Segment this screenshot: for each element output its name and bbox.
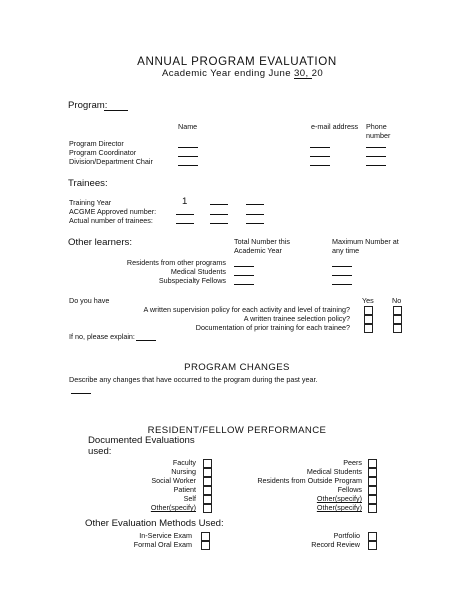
acgme-approved-label: ACGME Approved number: <box>69 207 157 216</box>
prior-training-question: Documentation of prior training for each trainee? <box>195 323 350 332</box>
selection-policy-question: A written trainee selection policy? <box>243 314 350 323</box>
prior-training-no-checkbox[interactable] <box>393 324 402 333</box>
director-name-blank[interactable] <box>178 147 198 148</box>
director-phone-blank[interactable] <box>366 147 386 148</box>
students-max-blank[interactable] <box>332 275 352 276</box>
eval-outside-residents-checkbox[interactable] <box>368 477 377 486</box>
documented-evaluations-label: Documented Evaluations <box>88 435 195 446</box>
eval-outside-residents-label: Residents from Outside Program <box>257 476 362 485</box>
explain-blank[interactable] <box>136 340 156 341</box>
method-portfolio-checkbox[interactable] <box>368 532 377 541</box>
col-no: No <box>392 296 402 305</box>
actual-blank-1[interactable] <box>176 223 194 224</box>
eval-patient-label: Patient <box>173 485 196 494</box>
acgme-blank-3[interactable] <box>246 214 264 215</box>
other-learners-label: Other learners: <box>68 237 132 248</box>
eval-other-specify-right-2-label: Other(specify) <box>316 503 362 512</box>
performance-heading: RESIDENT/FELLOW PERFORMANCE <box>147 425 327 436</box>
program-name-blank[interactable] <box>104 110 128 111</box>
director-email-blank[interactable] <box>310 147 330 148</box>
eval-nursing-checkbox[interactable] <box>203 468 212 477</box>
eval-self-checkbox[interactable] <box>203 495 212 504</box>
col-total-2: Academic Year <box>234 246 282 255</box>
eval-patient-checkbox[interactable] <box>203 486 212 495</box>
program-label: Program: <box>68 100 108 111</box>
eval-medical-students-label: Medical Students <box>306 467 362 476</box>
medical-students-label: Medical Students <box>170 267 226 276</box>
method-portfolio-label: Portfolio <box>333 531 360 540</box>
method-in-service-exam-label: In-Service Exam <box>139 531 192 540</box>
eval-other-right-1-checkbox[interactable] <box>368 495 377 504</box>
documented-evaluations-used-label: used: <box>88 446 112 457</box>
actual-blank-3[interactable] <box>246 223 264 224</box>
eval-other-specify-right-1-label: Other(specify) <box>316 494 362 503</box>
selection-no-checkbox[interactable] <box>393 315 402 324</box>
col-email: e-mail address <box>311 122 359 131</box>
selection-yes-checkbox[interactable] <box>364 315 373 324</box>
actual-trainees-label: Actual number of trainees: <box>69 216 153 225</box>
residents-total-blank[interactable] <box>234 266 254 267</box>
col-max-2: any time <box>332 246 360 255</box>
method-record-review-label: Record Review <box>311 540 360 549</box>
method-record-review-checkbox[interactable] <box>368 541 377 550</box>
other-methods-label: Other Evaluation Methods Used: <box>85 518 224 529</box>
col-total: Total Number this <box>234 237 290 246</box>
residents-max-blank[interactable] <box>332 266 352 267</box>
method-oral-exam-checkbox[interactable] <box>201 541 210 550</box>
program-changes-heading: PROGRAM CHANGES <box>184 362 290 373</box>
page-title: ANNUAL PROGRAM EVALUATION <box>137 55 337 68</box>
col-phone-2: number <box>366 131 391 140</box>
training-year-blank-2[interactable] <box>210 204 228 205</box>
page-subtitle: Academic Year ending June 30, 20 <box>162 68 324 79</box>
col-phone: Phone <box>366 122 387 131</box>
subspecialty-fellows-label: Subspecialty Fellows <box>158 276 226 285</box>
acgme-blank-1[interactable] <box>176 214 194 215</box>
eval-other-left-checkbox[interactable] <box>203 504 212 513</box>
fellows-total-blank[interactable] <box>234 284 254 285</box>
acgme-blank-2[interactable] <box>210 214 228 215</box>
year-blank[interactable] <box>294 78 312 79</box>
col-yes: Yes <box>362 296 374 305</box>
method-formal-oral-exam-label: Formal Oral Exam <box>133 540 192 549</box>
students-total-blank[interactable] <box>234 275 254 276</box>
if-no-explain-label: If no, please explain: <box>69 332 135 341</box>
training-year-label: Training Year <box>69 198 112 207</box>
chair-phone-blank[interactable] <box>366 165 386 166</box>
eval-social-worker-checkbox[interactable] <box>203 477 212 486</box>
eval-faculty-checkbox[interactable] <box>203 459 212 468</box>
eval-nursing-label: Nursing <box>171 467 196 476</box>
eval-medical-students-checkbox[interactable] <box>368 468 377 477</box>
trainees-label: Trainees: <box>68 178 108 189</box>
eval-fellows-label: Fellows <box>337 485 362 494</box>
coordinator-name-blank[interactable] <box>178 156 198 157</box>
training-year-blank-3[interactable] <box>246 204 264 205</box>
col-max: Maximum Number at <box>332 237 399 246</box>
eval-fellows-checkbox[interactable] <box>368 486 377 495</box>
residents-other-programs-label: Residents from other programs <box>126 258 226 267</box>
eval-faculty-label: Faculty <box>172 458 196 467</box>
coordinator-phone-blank[interactable] <box>366 156 386 157</box>
program-changes-prompt: Describe any changes that have occurred to the program during the past year. <box>69 375 318 384</box>
fellows-max-blank[interactable] <box>332 284 352 285</box>
eval-self-label: Self <box>183 494 196 503</box>
actual-blank-2[interactable] <box>210 223 228 224</box>
eval-peers-checkbox[interactable] <box>368 459 377 468</box>
eval-peers-label: Peers <box>343 458 362 467</box>
eval-other-specify-left-label: Other(specify) <box>150 503 196 512</box>
coordinator-email-blank[interactable] <box>310 156 330 157</box>
method-in-service-checkbox[interactable] <box>201 532 210 541</box>
col-name: Name <box>178 122 198 131</box>
prior-training-yes-checkbox[interactable] <box>364 324 373 333</box>
do-you-have-label: Do you have <box>69 296 110 305</box>
chair-name-blank[interactable] <box>178 165 198 166</box>
chair-email-blank[interactable] <box>310 165 330 166</box>
supervision-yes-checkbox[interactable] <box>364 306 373 315</box>
role-department-chair: Division/Department Chair <box>69 157 153 166</box>
role-program-coordinator: Program Coordinator <box>69 148 137 157</box>
program-changes-blank[interactable] <box>71 393 91 394</box>
eval-other-right-2-checkbox[interactable] <box>368 504 377 513</box>
supervision-no-checkbox[interactable] <box>393 306 402 315</box>
role-program-director: Program Director <box>69 139 124 148</box>
eval-social-worker-label: Social Worker <box>151 476 196 485</box>
supervision-policy-question: A written supervision policy for each activity and level of training? <box>143 305 350 314</box>
training-year-value: 1 <box>182 196 188 207</box>
